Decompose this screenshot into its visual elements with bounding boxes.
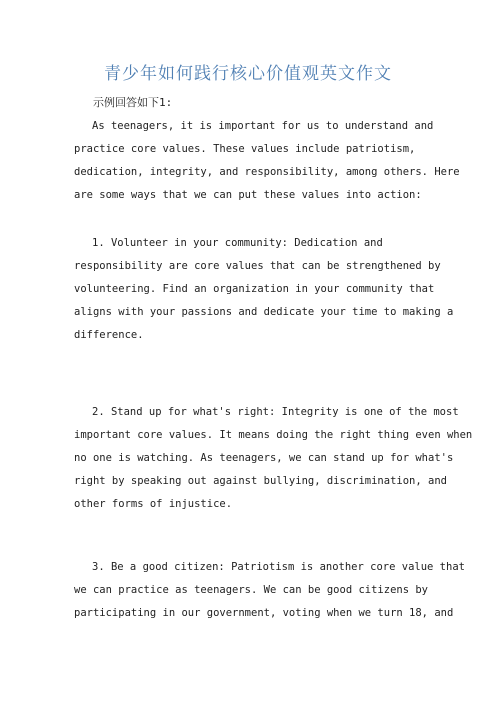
paragraph-line: we can practice as teenagers. We can be good citizens by (74, 584, 429, 596)
paragraph-line: other forms of injustice. (74, 498, 233, 510)
paragraph-line: participating in our government, voting when we turn 18, and (74, 607, 454, 619)
paragraph-line: volunteering. Find an organization in your community that (74, 283, 435, 295)
paragraph-line: aligns with your passions and dedicate your time to making a (74, 306, 454, 318)
paragraph-3 (74, 401, 473, 516)
paragraph-line: 3. Be a good citizen: Patriotism is another core value that (92, 561, 465, 573)
intro-text: 示例回答如下1: (93, 96, 173, 109)
paragraph-line: right by speaking out against bullying, discrimination, and (74, 475, 447, 487)
paragraph-line: difference. (74, 329, 144, 341)
paragraph-line: practice core values. These values include patriotism, (74, 143, 416, 155)
paragraph-line: 1. Volunteer in your community: Dedication and (92, 237, 383, 249)
paragraph-line: no one is watching. As teenagers, we can stand up for what's (74, 452, 454, 464)
paragraph-line: dedication, integrity, and responsibility, among others. Here (74, 166, 460, 178)
paragraph-line: important core values. It means doing the right thing even when (74, 429, 473, 441)
paragraph-line: 2. Stand up for what's right: Integrity is one of the most (92, 406, 459, 418)
paragraph-1 (74, 115, 460, 207)
paragraph-2 (74, 232, 454, 347)
paragraph-line: are some ways that we can put these values into action: (74, 189, 422, 201)
paragraph-4 (74, 556, 465, 625)
page-title: 青少年如何践行核心价值观英文作文 (104, 64, 392, 84)
paragraph-line: As teenagers, it is important for us to understand and (92, 120, 434, 132)
paragraph-line: responsibility are core values that can be strengthened by (74, 260, 441, 272)
